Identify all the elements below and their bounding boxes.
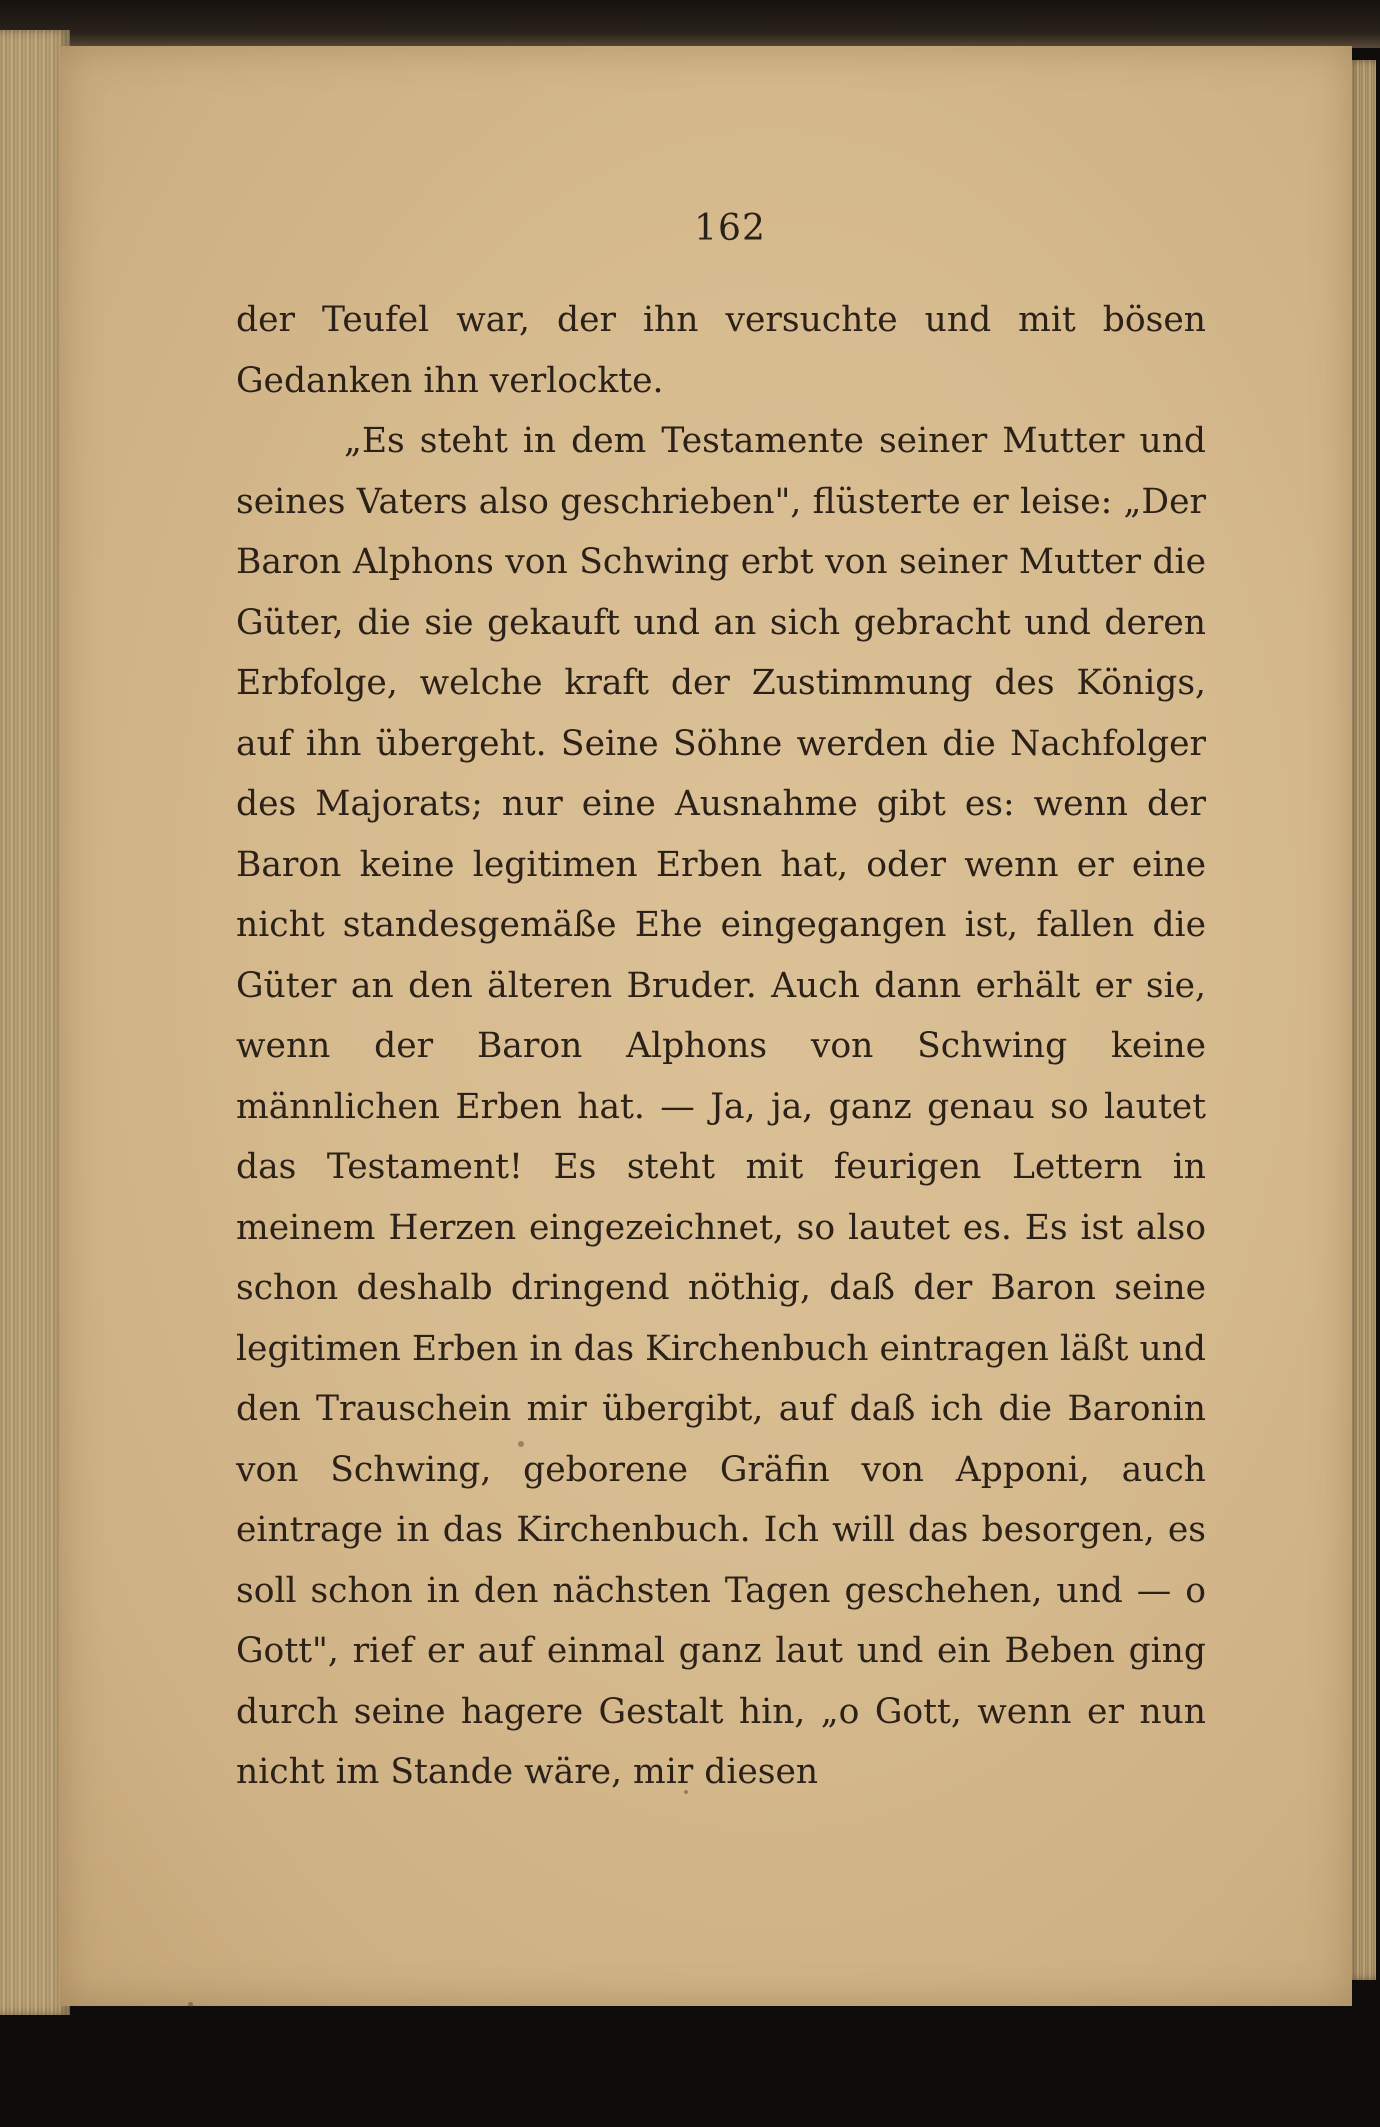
paragraph-1: der Teufel war, der ihn versuchte und mit bösen Gedanken ihn verlockte. [236, 300, 1206, 401]
book-cover-top-edge [0, 0, 1380, 48]
paper-speck [188, 2002, 193, 2007]
paragraph-2: „Es steht in dem Testamente seiner Mutter und seines Vaters also geschrieben", flüsterte er leise: „Der Baron Alphons von Schwing erbt von seiner Mutter die Güter, die sie gekauft und an sich gebracht und deren Erbfolge, welche kraft der Zustimmung des Königs, auf ihn übergeht. Seine Söhne werden die Nachfolger des Majorats; nur eine Ausnahme gibt es: wenn der Baron keine legitimen Erben hat, oder wenn er eine nicht standesgemäße Ehe eingegangen ist, fallen die Güter an den älteren Bruder. Auch dann erhält er sie, wenn der Baron Alphons von Schwing keine männlichen Erben hat. — Ja, ja, ganz genau so lautet das Testament! Es steht mit feurigen Lettern in meinem Herzen eingezeichnet, so lautet es. Es ist also schon deshalb dringend nöthig, daß der Baron seine legitimen Erben in das Kirchenbuch eintragen läßt und den Trauschein mir übergibt, auf daß ich die Baronin von Schwing, geborene Gräfin von Apponi, auch eintrage in das Kirchenbuch. Ich will das besorgen, es soll schon in den nächsten Tagen geschehen, und — o Gott", rief er auf einmal ganz laut und ein Beben ging durch seine hagere Gestalt hin, „o Gott, wenn er nun nicht im Stande wäre, mir diesen [236, 421, 1206, 1792]
page-number: 162 [694, 208, 766, 249]
body-text [236, 290, 1206, 1803]
book-right-page-edges [1348, 60, 1376, 1980]
